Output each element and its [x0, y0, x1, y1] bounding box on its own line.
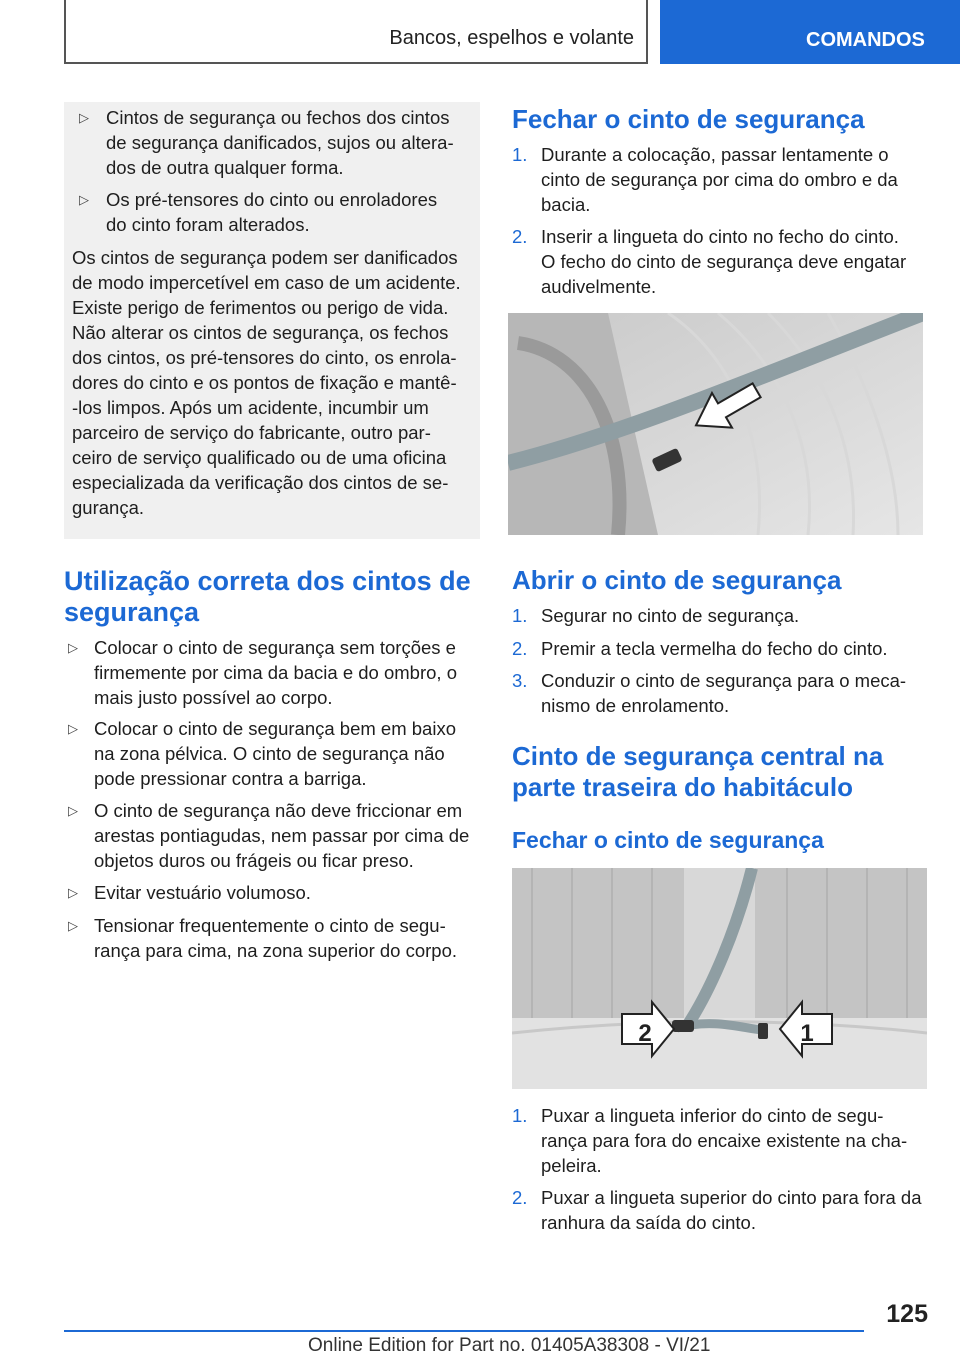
step-line: Inserir a lingueta do cinto no fecho do cinto. [541, 226, 899, 247]
step-line: rança para fora do encaixe existente na cha- [541, 1130, 908, 1151]
warning-bullet-line: Os pré-tensores do cinto ou enroladores [106, 189, 438, 210]
section-title: Bancos, espelhos e volante [389, 27, 634, 49]
seatbelt-front-photo [508, 313, 923, 535]
warning-paragraph-line: de modo impercetível em caso de um acidente. [72, 272, 461, 293]
section-header [64, 0, 648, 64]
warning-paragraph-line: Não alterar os cintos de segurança, os fechos [72, 322, 449, 343]
warning-paragraph-line: dos cintos, os pré-tensores do cinto, os enrola- [72, 347, 457, 368]
usage-bullet-line: mais justo possível ao corpo. [94, 687, 333, 708]
central-heading: Cinto de segurança central na [512, 741, 884, 771]
chapter-tab [660, 0, 960, 64]
usage-bullet-line: objetos duros ou frágeis ou ficar preso. [94, 850, 414, 871]
fasten-heading: Fechar o cinto de segurança [512, 104, 865, 134]
triangle-bullet-icon: ▷ [68, 721, 78, 736]
warning-paragraph-line: Os cintos de segurança podem ser danificados [72, 247, 458, 268]
warning-bullet-line: do cinto foram alterados. [106, 214, 310, 235]
step-line: O fecho do cinto de segurança deve engatar [541, 251, 907, 272]
warning-paragraph-line: Existe perigo de ferimentos ou perigo de vida. [72, 297, 449, 318]
usage-bullet-line: Tensionar frequentemente o cinto de segu- [94, 915, 446, 936]
warning-paragraph-line: gurança. [72, 497, 144, 518]
usage-bullet-line: Evitar vestuário volumoso. [94, 882, 311, 903]
photo-label: 2 [638, 1020, 652, 1047]
warning-paragraph-line: parceiro de serviço do fabricante, outro par- [72, 422, 431, 443]
usage-bullet-line: pode pressionar contra a barriga. [94, 768, 367, 789]
step-line: ranhura da saída do cinto. [541, 1212, 756, 1233]
chapter-title: COMANDOS [806, 29, 925, 51]
triangle-bullet-icon: ▷ [79, 192, 89, 207]
step-number: 1. [512, 144, 528, 165]
step-line: bacia. [541, 194, 591, 215]
usage-bullet-line: Colocar o cinto de segurança bem em baixo [94, 718, 456, 739]
warning-paragraph-line: ceiro de serviço qualificado ou de uma oficina [72, 447, 447, 468]
warning-bullet-line: de segurança danificados, sujos ou altera- [106, 132, 454, 153]
step-line: Conduzir o cinto de segurança para o meca- [541, 670, 907, 691]
usage-bullet-line: O cinto de segurança não deve friccionar em [94, 800, 463, 821]
step-line: Puxar a lingueta superior do cinto para fora da [541, 1187, 922, 1208]
usage-bullet-line: firmemente por cima da bacia e do ombro, o [94, 662, 457, 683]
warning-paragraph-line: dores do cinto e os pontos de fixação e mantê- [72, 372, 457, 393]
step-line: Segurar no cinto de segurança. [541, 605, 800, 626]
step-number: 2. [512, 226, 528, 247]
warning-paragraph-line: especializada da verificação dos cintos de se- [72, 472, 449, 493]
photo-label: 1 [800, 1020, 814, 1047]
step-line: nismo de enrolamento. [541, 695, 730, 716]
page-number: 125 [886, 1300, 928, 1328]
step-line: Puxar a lingueta inferior do cinto de segu- [541, 1105, 884, 1126]
usage-bullet-line: Colocar o cinto de segurança sem torções e [94, 637, 456, 658]
usage-heading: segurança [64, 597, 200, 627]
triangle-bullet-icon: ▷ [68, 640, 78, 655]
triangle-bullet-icon: ▷ [68, 803, 78, 818]
footer-divider [64, 1330, 864, 1332]
footer-edition: Online Edition for Part no. 01405A38308 - VI/21 [308, 1335, 711, 1356]
step-number: 2. [512, 638, 528, 659]
step-line: Premir a tecla vermelha do fecho do cinto. [541, 638, 888, 659]
usage-heading: Utilização correta dos cintos de [64, 566, 471, 596]
usage-bullet-line: rança para cima, na zona superior do corpo. [94, 940, 458, 961]
step-number: 3. [512, 670, 528, 691]
usage-bullet-line: na zona pélvica. O cinto de segurança não [94, 743, 445, 764]
step-line: peleira. [541, 1155, 602, 1176]
step-number: 1. [512, 1105, 528, 1126]
step-line: Durante a colocação, passar lentamente o [541, 144, 889, 165]
step-line: audivelmente. [541, 276, 657, 297]
seatbelt-rear-photo [512, 868, 927, 1089]
central-heading: parte traseira do habitáculo [512, 772, 853, 802]
step-line: cinto de segurança por cima do ombro e da [541, 169, 898, 190]
warning-paragraph-line: -los limpos. Após um acidente, incumbir um [72, 397, 429, 418]
triangle-bullet-icon: ▷ [79, 110, 89, 125]
warning-bullet-line: Cintos de segurança ou fechos dos cintos [106, 107, 450, 128]
step-number: 2. [512, 1187, 528, 1208]
triangle-bullet-icon: ▷ [68, 885, 78, 900]
usage-bullet-line: arestas pontiagudas, nem passar por cima de [94, 825, 470, 846]
step-number: 1. [512, 605, 528, 626]
open-heading: Abrir o cinto de segurança [512, 565, 842, 595]
central-subheading: Fechar o cinto de segurança [512, 827, 824, 853]
warning-bullet-line: dos de outra qualquer forma. [106, 157, 344, 178]
triangle-bullet-icon: ▷ [68, 918, 78, 933]
